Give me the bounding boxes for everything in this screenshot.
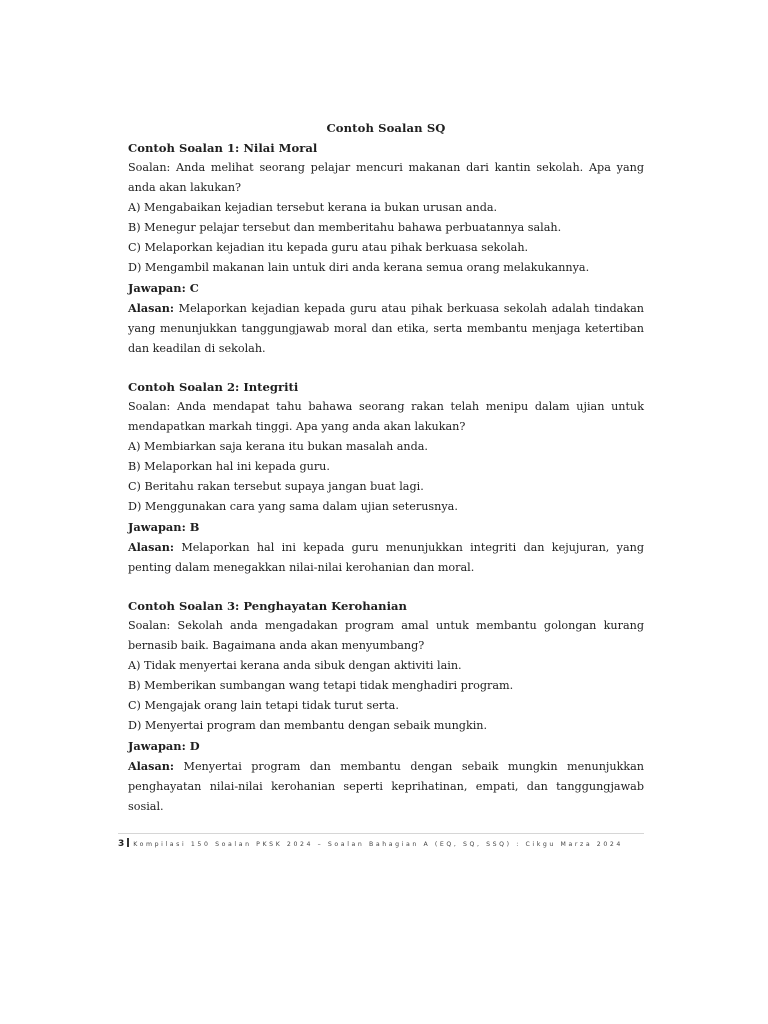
- page-title: Contoh Soalan SQ: [326, 121, 446, 135]
- reason-label: Alasan:: [128, 301, 174, 315]
- option-b: B) Melaporkan hal ini kepada guru.: [128, 460, 330, 473]
- answer-label: Jawapan: C: [128, 281, 199, 295]
- reason-paragraph: [128, 537, 644, 578]
- option-d: D) Menyertai program dan membantu dengan sebaik mungkin.: [128, 719, 488, 732]
- option-c: C) Mengajak orang lain tetapi tidak turut serta.: [128, 699, 399, 712]
- answer-label: Jawapan: D: [128, 739, 200, 753]
- section-heading: Contoh Soalan 1: Nilai Moral: [128, 141, 318, 155]
- option-a: A) Tidak menyertai kerana anda sibuk dengan aktiviti lain.: [128, 659, 462, 672]
- option-c: C) Melaporkan kejadian itu kepada guru atau pihak berkuasa sekolah.: [128, 241, 529, 254]
- question-text: Soalan: Anda mendapat tahu bahawa seorang rakan telah menipu dalam ujian untuk mendapatkan markah tinggi. Apa yang anda akan lakukan?: [128, 400, 644, 433]
- reason-text: Menyertai program dan membantu dengan sebaik mungkin menunjukkan penghayatan nilai-nilai kerohanian seperti keprihatinan, empati, dan tanggungjawab sosial.: [128, 760, 645, 813]
- reason-text: Melaporkan hal ini kepada guru menunjukkan integriti dan kejujuran, yang penting dalam menegakkan nilai-nilai kerohanian dan moral.: [128, 541, 644, 574]
- option-a: A) Membiarkan saja kerana itu bukan masalah anda.: [128, 440, 428, 453]
- option-a: A) Mengabaikan kejadian tersebut kerana ia bukan urusan anda.: [128, 201, 498, 214]
- answer-label: Jawapan: B: [128, 520, 200, 534]
- option-d: D) Menggunakan cara yang sama dalam ujian seterusnya.: [128, 500, 458, 513]
- option-b: B) Memberikan sumbangan wang tetapi tidak menghadiri program.: [128, 679, 514, 692]
- reason-label: Alasan:: [128, 759, 174, 773]
- reason-paragraph: [128, 756, 644, 817]
- reason-text: Melaporkan kejadian kepada guru atau pihak berkuasa sekolah adalah tindakan yang menunjukkan tanggungjawab moral dan etika, serta membantu menjaga ketertiban dan keadilan di sekolah.: [128, 302, 645, 355]
- question-section-3: [128, 596, 644, 817]
- footer-text: Kompilasi 150 Soalan PKSK 2024 – Soalan Bahagian A (EQ, SQ, SSQ) : Cikgu Marza 2024: [133, 841, 623, 848]
- reason-label: Alasan:: [128, 540, 174, 554]
- section-heading: Contoh Soalan 2: Integriti: [128, 380, 299, 394]
- footer-divider: [127, 838, 129, 847]
- reason-paragraph: [128, 298, 644, 359]
- section-heading: Contoh Soalan 3: Penghayatan Kerohanian: [128, 599, 407, 613]
- question-section-1: [128, 138, 644, 359]
- document-page: [128, 118, 644, 817]
- question-text: Soalan: Sekolah anda mengadakan program amal untuk membantu golongan kurang bernasib baik. Bagaimana anda akan menyumbang?: [128, 619, 644, 652]
- option-c: C) Beritahu rakan tersebut supaya jangan buat lagi.: [128, 480, 424, 493]
- option-b: B) Menegur pelajar tersebut dan memberitahu bahawa perbuatannya salah.: [128, 221, 562, 234]
- page-footer: [118, 833, 644, 849]
- question-text: Soalan: Anda melihat seorang pelajar mencuri makanan dari kantin sekolah. Apa yang anda akan lakukan?: [128, 161, 644, 194]
- page-number: 3: [118, 839, 125, 849]
- question-section-2: [128, 377, 644, 578]
- option-d: D) Mengambil makanan lain untuk diri anda kerana semua orang melakukannya.: [128, 261, 590, 274]
